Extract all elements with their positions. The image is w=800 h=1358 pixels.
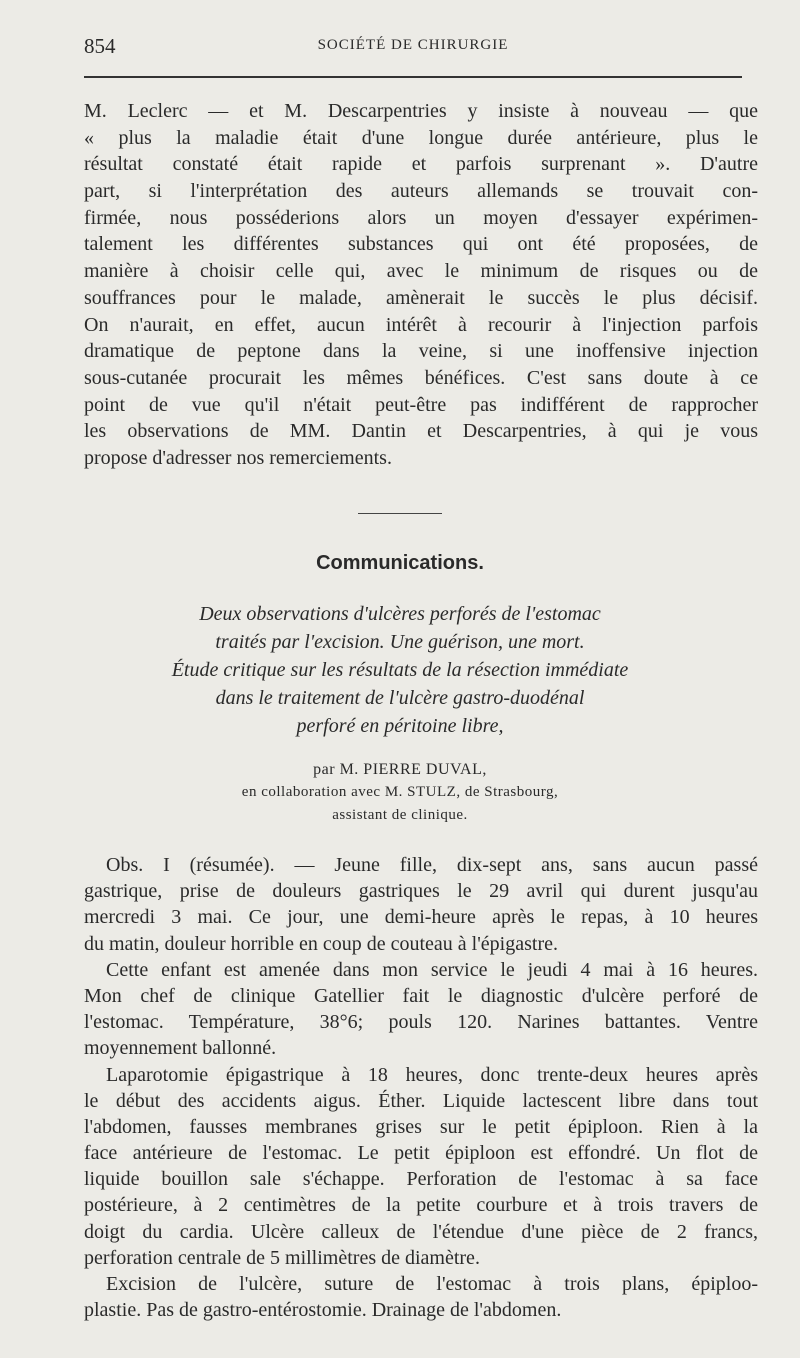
text-line: moyennement ballonné. [84,1037,277,1060]
header-rule [84,76,742,78]
text-line: doigt du cardia. Ulcère calleux de l'étendue d'une pièce de 2 francs, [84,1220,758,1243]
text-line: l'abdomen, fausses membranes grises sur le petit épiploon. Rien à la [84,1115,758,1138]
text-line: manière à choisir celle qui, avec le minimum de risques ou de [84,260,758,283]
text-line: face antérieure de l'estomac. Le petit épiploon est effondré. Un flot de [84,1142,758,1165]
title-line: perforé en péritoine libre, [296,715,504,737]
text-line: propose d'adresser nos remerciements. [84,446,392,469]
title-line: Étude critique sur les résultats de la résection immédiate [171,659,629,681]
text-line: Excision de l'ulcère, suture de l'estomac à trois plans, épiploo- [106,1273,758,1295]
text-line: l'estomac. Température, 38°6; pouls 120. Narines battantes. Ventre [84,1011,758,1034]
intro-paragraph [84,98,758,472]
text-line: On n'aurait, en effet, aucun intérêt à recourir à l'injection parfois [84,313,758,336]
text-line: firmée, nous posséderions alors un moyen d'essayer expérimen- [84,206,758,229]
collaborator-role: assistant de clinique. [332,807,468,823]
text-line: mercredi 3 mai. Ce jour, une demi-heure après le repas, à 10 heures [84,906,758,929]
observation-paragraph [84,852,758,1323]
text-line: souffrances pour le malade, amènerait le succès le plus décisif. [84,286,758,309]
text-line: postérieure, à 2 centimètres de la petite courbure et à trois travers de [84,1194,758,1217]
running-title: SOCIÉTÉ DE CHIRURGIE [317,37,509,53]
page-header [84,34,742,64]
text-line: liquide bouillon sale s'échappe. Perforation de l'estomac à sa face [84,1168,758,1191]
text-line: Cette enfant est amenée dans mon service le jeudi 4 mai à 16 heures. [106,958,758,981]
page-number: 854 [84,34,116,58]
section-divider [358,513,442,514]
text-line: gastrique, prise de douleurs gastriques le 29 avril qui durent jusqu'au [84,880,758,903]
text-line: résultat constaté était rapide et parfois surprenant ». D'autre [84,153,758,176]
text-line: Laparotomie épigastrique à 18 heures, donc trente-deux heures après [106,1063,758,1086]
article-title [60,600,740,740]
author-block [60,758,740,827]
text-line: point de vue qu'il n'était peut-être pas indifférent de rapprocher [84,393,758,416]
collaborator: en collaboration avec M. STULZ, de Strasbourg, [241,784,559,800]
text-line: plastie. Pas de gastro-entérostomie. Drainage de l'abdomen. [84,1299,562,1322]
text-line: les observations de MM. Dantin et Descarpentries, à qui je vous [84,420,758,443]
author-name: par M. PIERRE DUVAL, [313,761,487,778]
text-line: sous-cutanée procurait les mêmes bénéfices. C'est sans doute à ce [84,366,758,389]
title-line: Deux observations d'ulcères perforés de l'estomac [199,603,601,625]
section-heading: Communications. [316,552,484,574]
text-line: du matin, douleur horrible en coup de couteau à l'épigastre. [84,932,558,955]
text-line: talement les différentes substances qui ont été proposées, de [84,233,758,256]
text-line: M. Leclerc — et M. Descarpentries y insiste à nouveau — que [84,100,758,122]
text-line: Obs. I (résumée). — Jeune fille, dix-sept ans, sans aucun passé [106,854,758,876]
text-line: le début des accidents aigus. Éther. Liquide lactescent libre dans tout [84,1089,758,1112]
text-line: perforation centrale de 5 millimètres de diamètre. [84,1246,480,1269]
title-line: dans le traitement de l'ulcère gastro-duodénal [215,687,585,709]
text-line: « plus la maladie était d'une longue durée antérieure, plus le [84,126,758,149]
text-line: part, si l'interprétation des auteurs allemands se trouvait con- [84,180,758,203]
text-line: dramatique de peptone dans la veine, si une inoffensive injection [84,340,758,363]
text-line: Mon chef de clinique Gatellier fait le diagnostic d'ulcère perforé de [84,984,758,1007]
title-line: traités par l'excision. Une guérison, une mort. [215,631,585,653]
